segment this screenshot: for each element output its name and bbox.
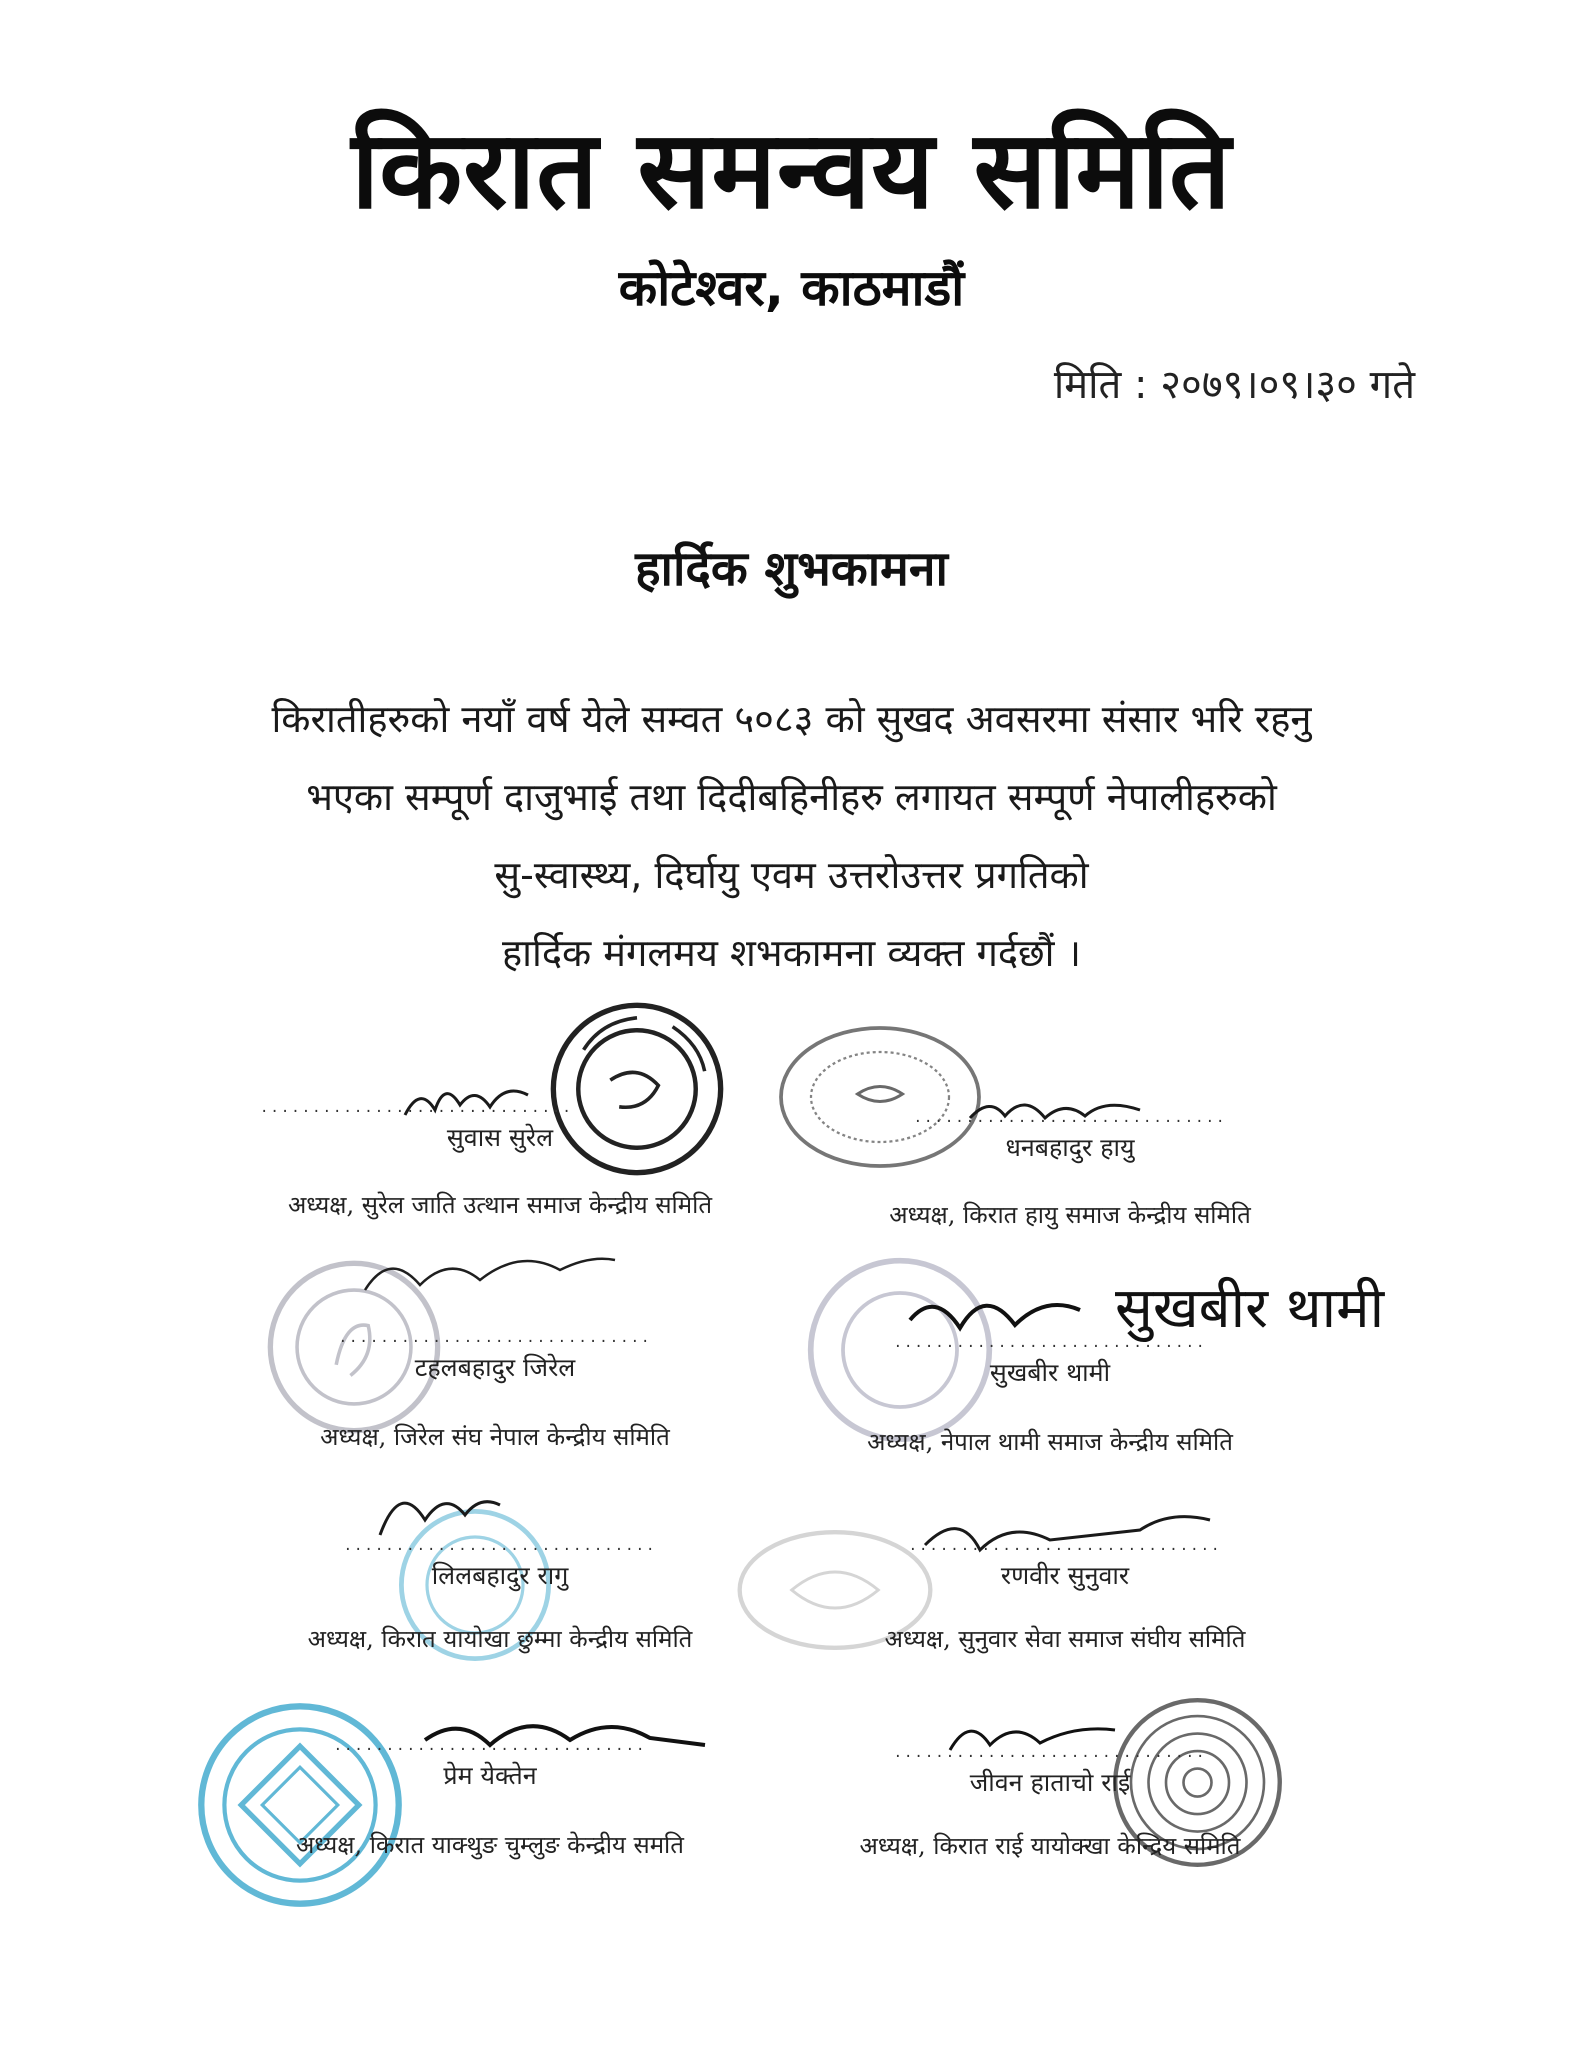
message-line: सु-स्वास्थ्य, दिर्घायु एवम उत्तरोउत्तर प्रगतिको (494, 853, 1089, 897)
signature-dotted-line: .............................. (333, 1738, 647, 1754)
signatory-title: अध्यक्ष, सुनुवार सेवा समाज संघीय समिति (884, 1625, 1246, 1653)
signature-dotted-line: .............................. (260, 1100, 573, 1116)
signatory-name: जीवन हाताचो राई (969, 1768, 1131, 1797)
signatory-name: लिलबहादुर रागु (431, 1561, 569, 1590)
signature-dotted-line: .............................. (343, 1538, 657, 1554)
signatory-name: रणवीर सुनुवार (1000, 1561, 1130, 1590)
organization-name: किरात समन्वय समिति (351, 108, 1232, 233)
organization-address: कोटेश्वर, काठमाडौं (618, 259, 965, 317)
message-line: किरातीहरुको नयाँ वर्ष येले सम्वत ५०८३ को सुखद अवसरमा संसार भरि रहनु (271, 697, 1312, 741)
signatory-name: टहलबहादुर जिरेल (414, 1353, 576, 1382)
signatory-title: अध्यक्ष, किरात हायु समाज केन्द्रीय समिति (889, 1201, 1251, 1229)
signature-icon (370, 1475, 505, 1545)
signatory-name: धनबहादुर हायु (1005, 1133, 1135, 1162)
signatory-title: अध्यक्ष, जिरेल संघ नेपाल केन्द्रीय समिति (320, 1423, 670, 1451)
signature-dotted-line: .............................. (893, 1745, 1207, 1761)
message-body (120, 680, 1463, 992)
signatory-block (255, 1330, 735, 1453)
letter-heading: हार्दिक शुभकामना (635, 541, 948, 597)
message-line: भएका सम्पूर्ण दाजुभाई तथा दिदीबहिनीहरु लगायत सम्पूर्ण नेपालीहरुको (306, 775, 1277, 819)
date-value: २०७९।०९।३० गते (1160, 362, 1415, 408)
signature-icon (360, 1240, 620, 1300)
message-line: हार्दिक मंगलमय शभकामना व्यक्त गर्दछौं । (501, 931, 1082, 975)
signature-dotted-line: .............................. (893, 1335, 1207, 1351)
signatory-block (230, 1100, 770, 1221)
signatory-title: अध्यक्ष, नेपाल थामी समाज केन्द्रीय समिति (867, 1428, 1233, 1456)
signatory-block (800, 1745, 1300, 1862)
signature-dotted-line: .............................. (908, 1538, 1222, 1554)
date-label: मिति : (1053, 362, 1148, 408)
signatory-block (810, 1335, 1290, 1458)
signatory-block (260, 1538, 740, 1655)
signatory-title: अध्यक्ष, सुरेल जाति उत्थान समाज केन्द्रीय समिति (287, 1191, 713, 1219)
signatory-title: अध्यक्ष, किरात राई यायोक्खा केन्द्रिय समिति (859, 1832, 1241, 1860)
date-line (1054, 355, 1415, 410)
signatory-block (825, 1538, 1305, 1655)
signatory-name: प्रेम येक्तेन (443, 1761, 537, 1790)
signatory-block (250, 1738, 730, 1861)
signatory-title: अध्यक्ष, किरात याक्थुङ चुम्लुङ केन्द्रीय समति (296, 1831, 684, 1859)
signatory-title: अध्यक्ष, किरात यायोखा छुम्मा केन्द्रीय समिति (307, 1625, 693, 1653)
signature-dotted-line: .............................. (338, 1330, 652, 1346)
signature-dotted-line: .............................. (913, 1110, 1227, 1126)
signature-text: सुखबीर थामी (1115, 1276, 1385, 1341)
signatory-block (810, 1110, 1330, 1231)
signatory-name: सुवास सुरेल (446, 1123, 554, 1152)
signatory-name: सुखबीर थामी (989, 1358, 1111, 1387)
